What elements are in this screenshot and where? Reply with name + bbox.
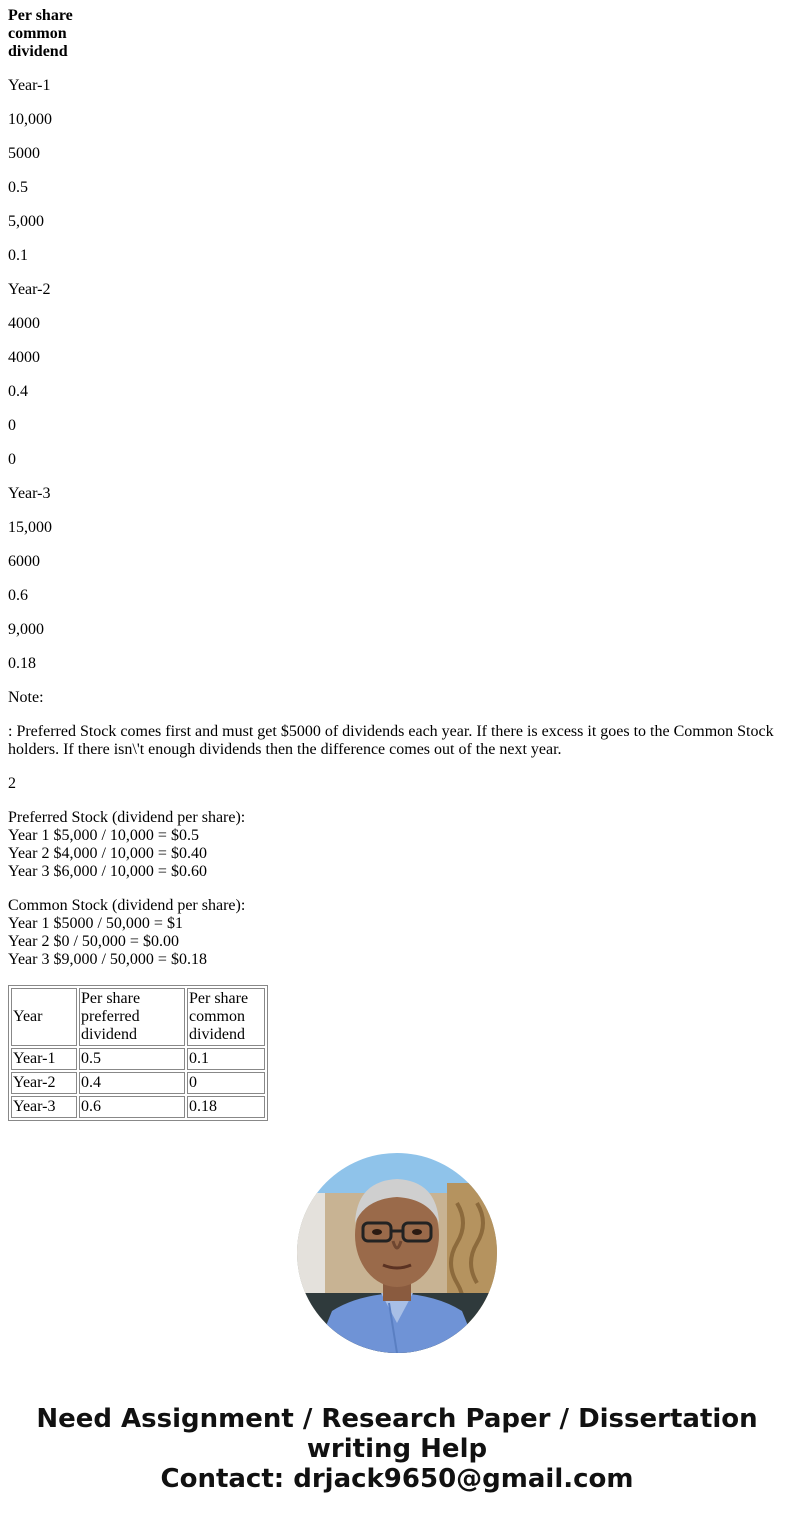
- note-label: Note:: [8, 689, 44, 706]
- promo-line: Need Assignment / Research Paper / Dissertation: [36, 1404, 758, 1434]
- table-cell: Year-2: [11, 1072, 77, 1094]
- preferred-line: Year 1 $5,000 / 10,000 = $0.5: [8, 827, 199, 844]
- list-item: 0.4: [8, 383, 28, 400]
- table-header-cell: Per share common dividend: [187, 988, 265, 1046]
- table-header-row: [11, 988, 265, 1046]
- list-item: Year-3: [8, 485, 51, 502]
- avatar: [297, 1153, 497, 1353]
- table-cell: 0.18: [187, 1096, 265, 1118]
- common-title: Common Stock (dividend per share):: [8, 897, 246, 914]
- promo-contact: Contact: drjack9650@gmail.com: [160, 1464, 634, 1494]
- common-line: Year 3 $9,000 / 50,000 = $0.18: [8, 951, 207, 968]
- list-item: 5,000: [8, 213, 44, 230]
- preferred-calculation: [8, 809, 786, 881]
- common-calculation: [8, 897, 786, 969]
- list-item: 6000: [8, 553, 40, 570]
- list-item: 4000: [8, 349, 40, 366]
- list-item: 9,000: [8, 621, 44, 638]
- step-number: 2: [8, 775, 16, 792]
- list-item: 0: [8, 451, 16, 468]
- document-body: [8, 7, 786, 1121]
- table-cell: 0.5: [79, 1048, 185, 1070]
- table-row: [11, 1072, 265, 1094]
- promo-line: writing Help: [306, 1434, 488, 1464]
- value-list: [8, 77, 786, 673]
- common-line: Year 2 $0 / 50,000 = $0.00: [8, 933, 179, 950]
- list-item: 0.1: [8, 247, 28, 264]
- dividend-summary-table: [8, 985, 268, 1121]
- common-line: Year 1 $5000 / 50,000 = $1: [8, 915, 183, 932]
- table-header-cell: Year: [11, 988, 77, 1046]
- list-item: 0: [8, 417, 16, 434]
- list-item: Year-2: [8, 281, 51, 298]
- table-row: [11, 1048, 265, 1070]
- list-item: 4000: [8, 315, 40, 332]
- list-item: 0.5: [8, 179, 28, 196]
- table-cell: 0.4: [79, 1072, 185, 1094]
- preferred-line: Year 3 $6,000 / 10,000 = $0.60: [8, 863, 207, 880]
- column-heading: Per share common dividend: [8, 7, 73, 60]
- table-cell: Year-3: [11, 1096, 77, 1118]
- list-item: 15,000: [8, 519, 52, 536]
- note-text: : Preferred Stock comes first and must get $5000 of dividends each year. If there is excess it goes to the Common Stock holders. If there isn\'t enough dividends then the difference comes out of the next year.: [8, 723, 774, 758]
- promo-banner: [0, 1404, 794, 1494]
- preferred-title: Preferred Stock (dividend per share):: [8, 809, 246, 826]
- table-cell: 0.1: [187, 1048, 265, 1070]
- list-item: Year-1: [8, 77, 51, 94]
- preferred-line: Year 2 $4,000 / 10,000 = $0.40: [8, 845, 207, 862]
- table-cell: Year-1: [11, 1048, 77, 1070]
- list-item: 0.6: [8, 587, 28, 604]
- person-portrait-icon: [297, 1153, 497, 1353]
- list-item: 10,000: [8, 111, 52, 128]
- table-cell: 0.6: [79, 1096, 185, 1118]
- table-cell: 0: [187, 1072, 265, 1094]
- list-item: 0.18: [8, 655, 36, 672]
- list-item: 5000: [8, 145, 40, 162]
- table-row: [11, 1096, 265, 1118]
- table-header-cell: Per share preferred dividend: [79, 988, 185, 1046]
